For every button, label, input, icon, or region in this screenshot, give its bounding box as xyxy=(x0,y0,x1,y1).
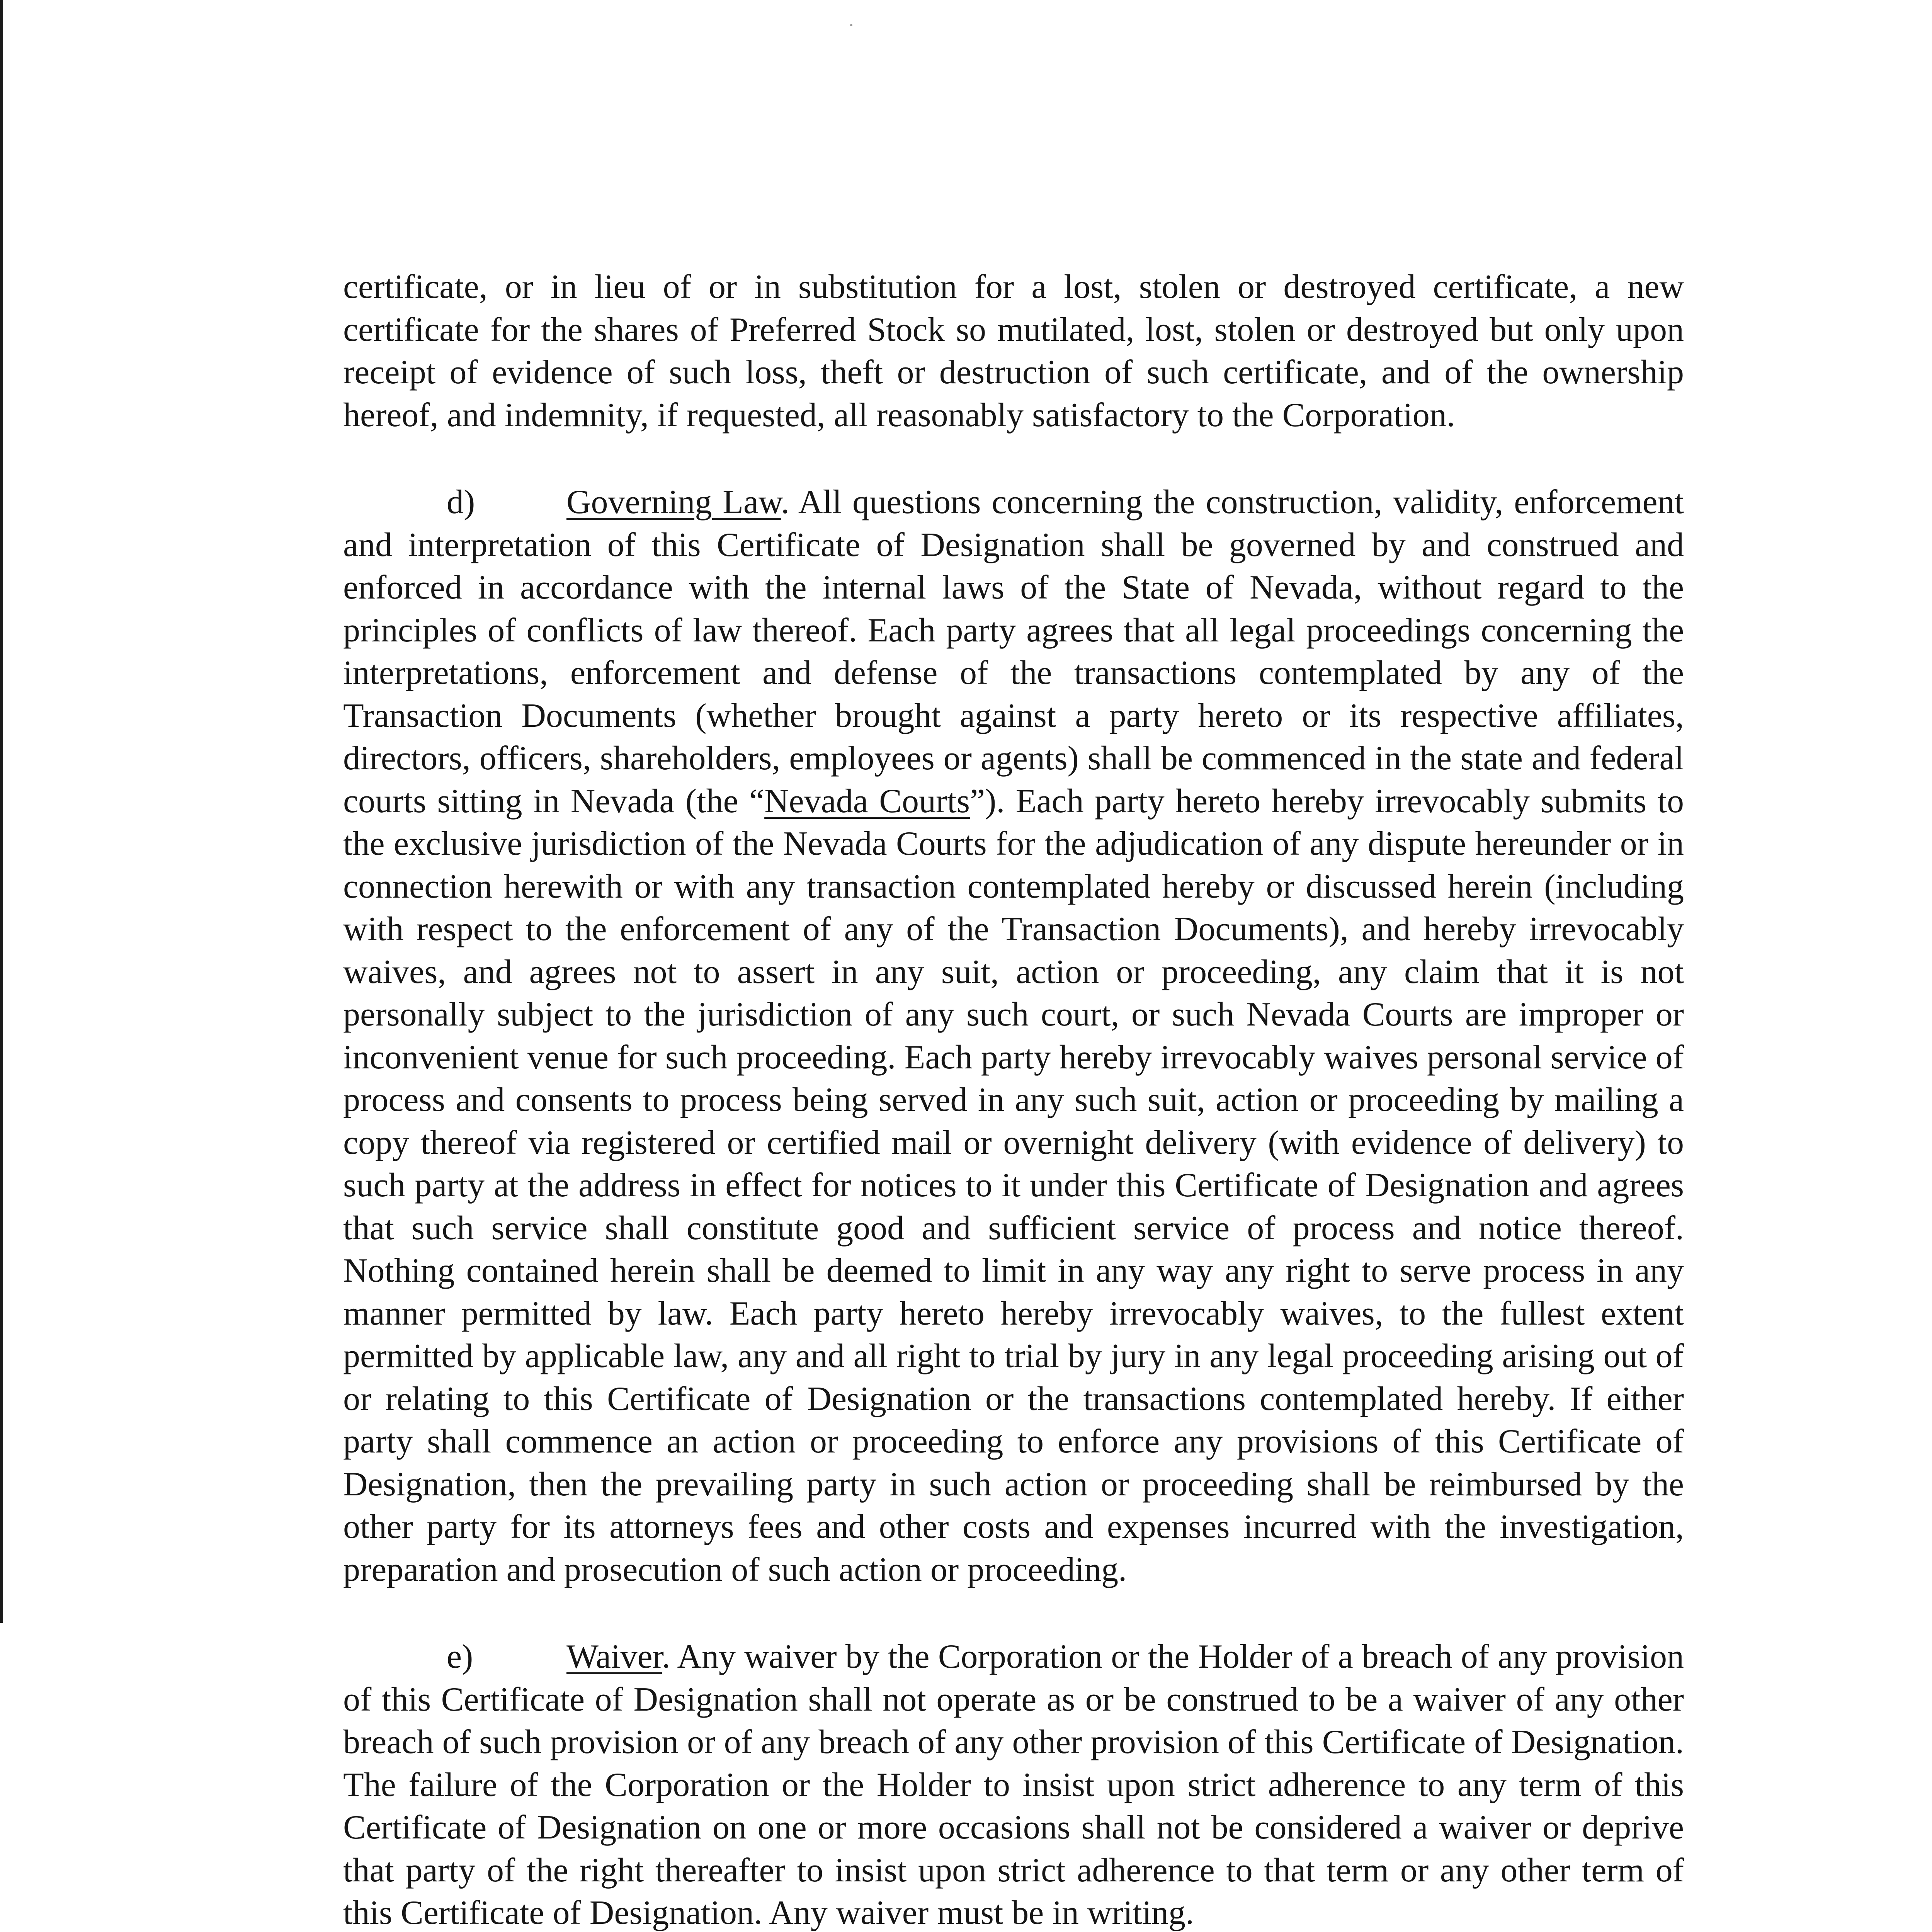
section-d-heading: Governing Law xyxy=(566,483,781,521)
paragraph-c-continuation: certificate, or in lieu of or in substitution for a lost, stolen or destroyed certificate, a new certificate for the shares of Preferred Stock so mutilated, lost, stolen or destroyed but only upon receipt of evidence of such loss, theft or destruction of such certificate, and of the ownership hereof, and indemnity, if requested, all reasonably satisfactory to the Corporation. xyxy=(343,268,1684,434)
paragraph-spacer xyxy=(343,1591,1684,1636)
paragraph-spacer xyxy=(343,437,1684,481)
section-e-heading: Waiver xyxy=(566,1638,662,1675)
section-d-paragraph xyxy=(343,481,1684,1591)
section-d-text-2: ”). Each party hereto hereby irrevocably submits to the exclusive jurisdiction of the Nevada Courts for the adjudication of any dispute hereunder or in connection herewith or with any transaction contemplated hereby or discussed herein (including with respect to the enforcement of any of the Transaction Documents), and hereby irrevocably waives, and agrees not to assert in any suit, action or proceeding, any claim that it is not personally subject to the jurisdiction of any such court, or such Nevada Courts are improper or inconvenient venue for such proceeding. Each party hereby irrevocably waives personal service of process and consents to process being served in any such suit, action or proceeding by mailing a copy thereof via registered or certified mail or overnight delivery (with evidence of delivery) to such party at the address in effect for notices to it under this Certificate of Designation and agrees that such service shall constitute good and sufficient service of process and notice thereof. Nothing contained herein shall be deemed to limit in any way any right to serve process in any manner permitted by law. Each party hereto hereby irrevocably waives, to the fullest extent permitted by applicable law, any and all right to trial by jury in any legal proceeding arising out of or relating to this Certificate of Designation or the transactions contemplated hereby. If either party shall commence an action or proceeding to enforce any provisions of this Certificate of Designation, then the prevailing party in such action or proceeding shall be reimbursed by the other party for its attorneys fees and other costs and expenses incurred with the investigation, preparation and prosecution of such action or proceeding. xyxy=(343,782,1684,1588)
document-body xyxy=(343,266,1684,1932)
scan-speck xyxy=(850,24,852,26)
section-d-text-1: . All questions concerning the construction, validity, enforcement and interpretation of this Certificate of Designation shall be governed by and construed and enforced in accordance with the internal laws of the State of Nevada, without regard to the principles of conflicts of law thereof. Each party agrees that all legal proceedings concerning the interpretations, enforcement and defense of the transactions contemplated by any of the Transaction Documents (whether brought against a party hereto or its respective affiliates, directors, officers, shareholders, employees or agents) shall be commenced in the state and federal courts sitting in Nevada (the “ xyxy=(343,483,1684,820)
section-d-number: d) xyxy=(447,483,475,521)
section-e-paragraph xyxy=(343,1636,1684,1932)
section-e-number: e) xyxy=(447,1638,473,1675)
defined-term-nevada-courts: Nevada Courts xyxy=(764,782,970,820)
section-e-text: . Any waiver by the Corporation or the Holder of a breach of any provision of this Certificate of Designation shall not operate as or be construed to be a waiver of any other breach of such provision or of any breach of any other provision of this Certificate of Designation. The failure of the Corporation or the Holder to insist upon strict adherence to any term of this Certificate of Designation on one or more occasions shall not be considered a waiver or deprive that party of the right thereafter to insist upon strict adherence to that term or any other term of this Certificate of Designation. Any waiver must be in writing. xyxy=(343,1638,1684,1932)
scan-page-edge xyxy=(0,0,3,1623)
